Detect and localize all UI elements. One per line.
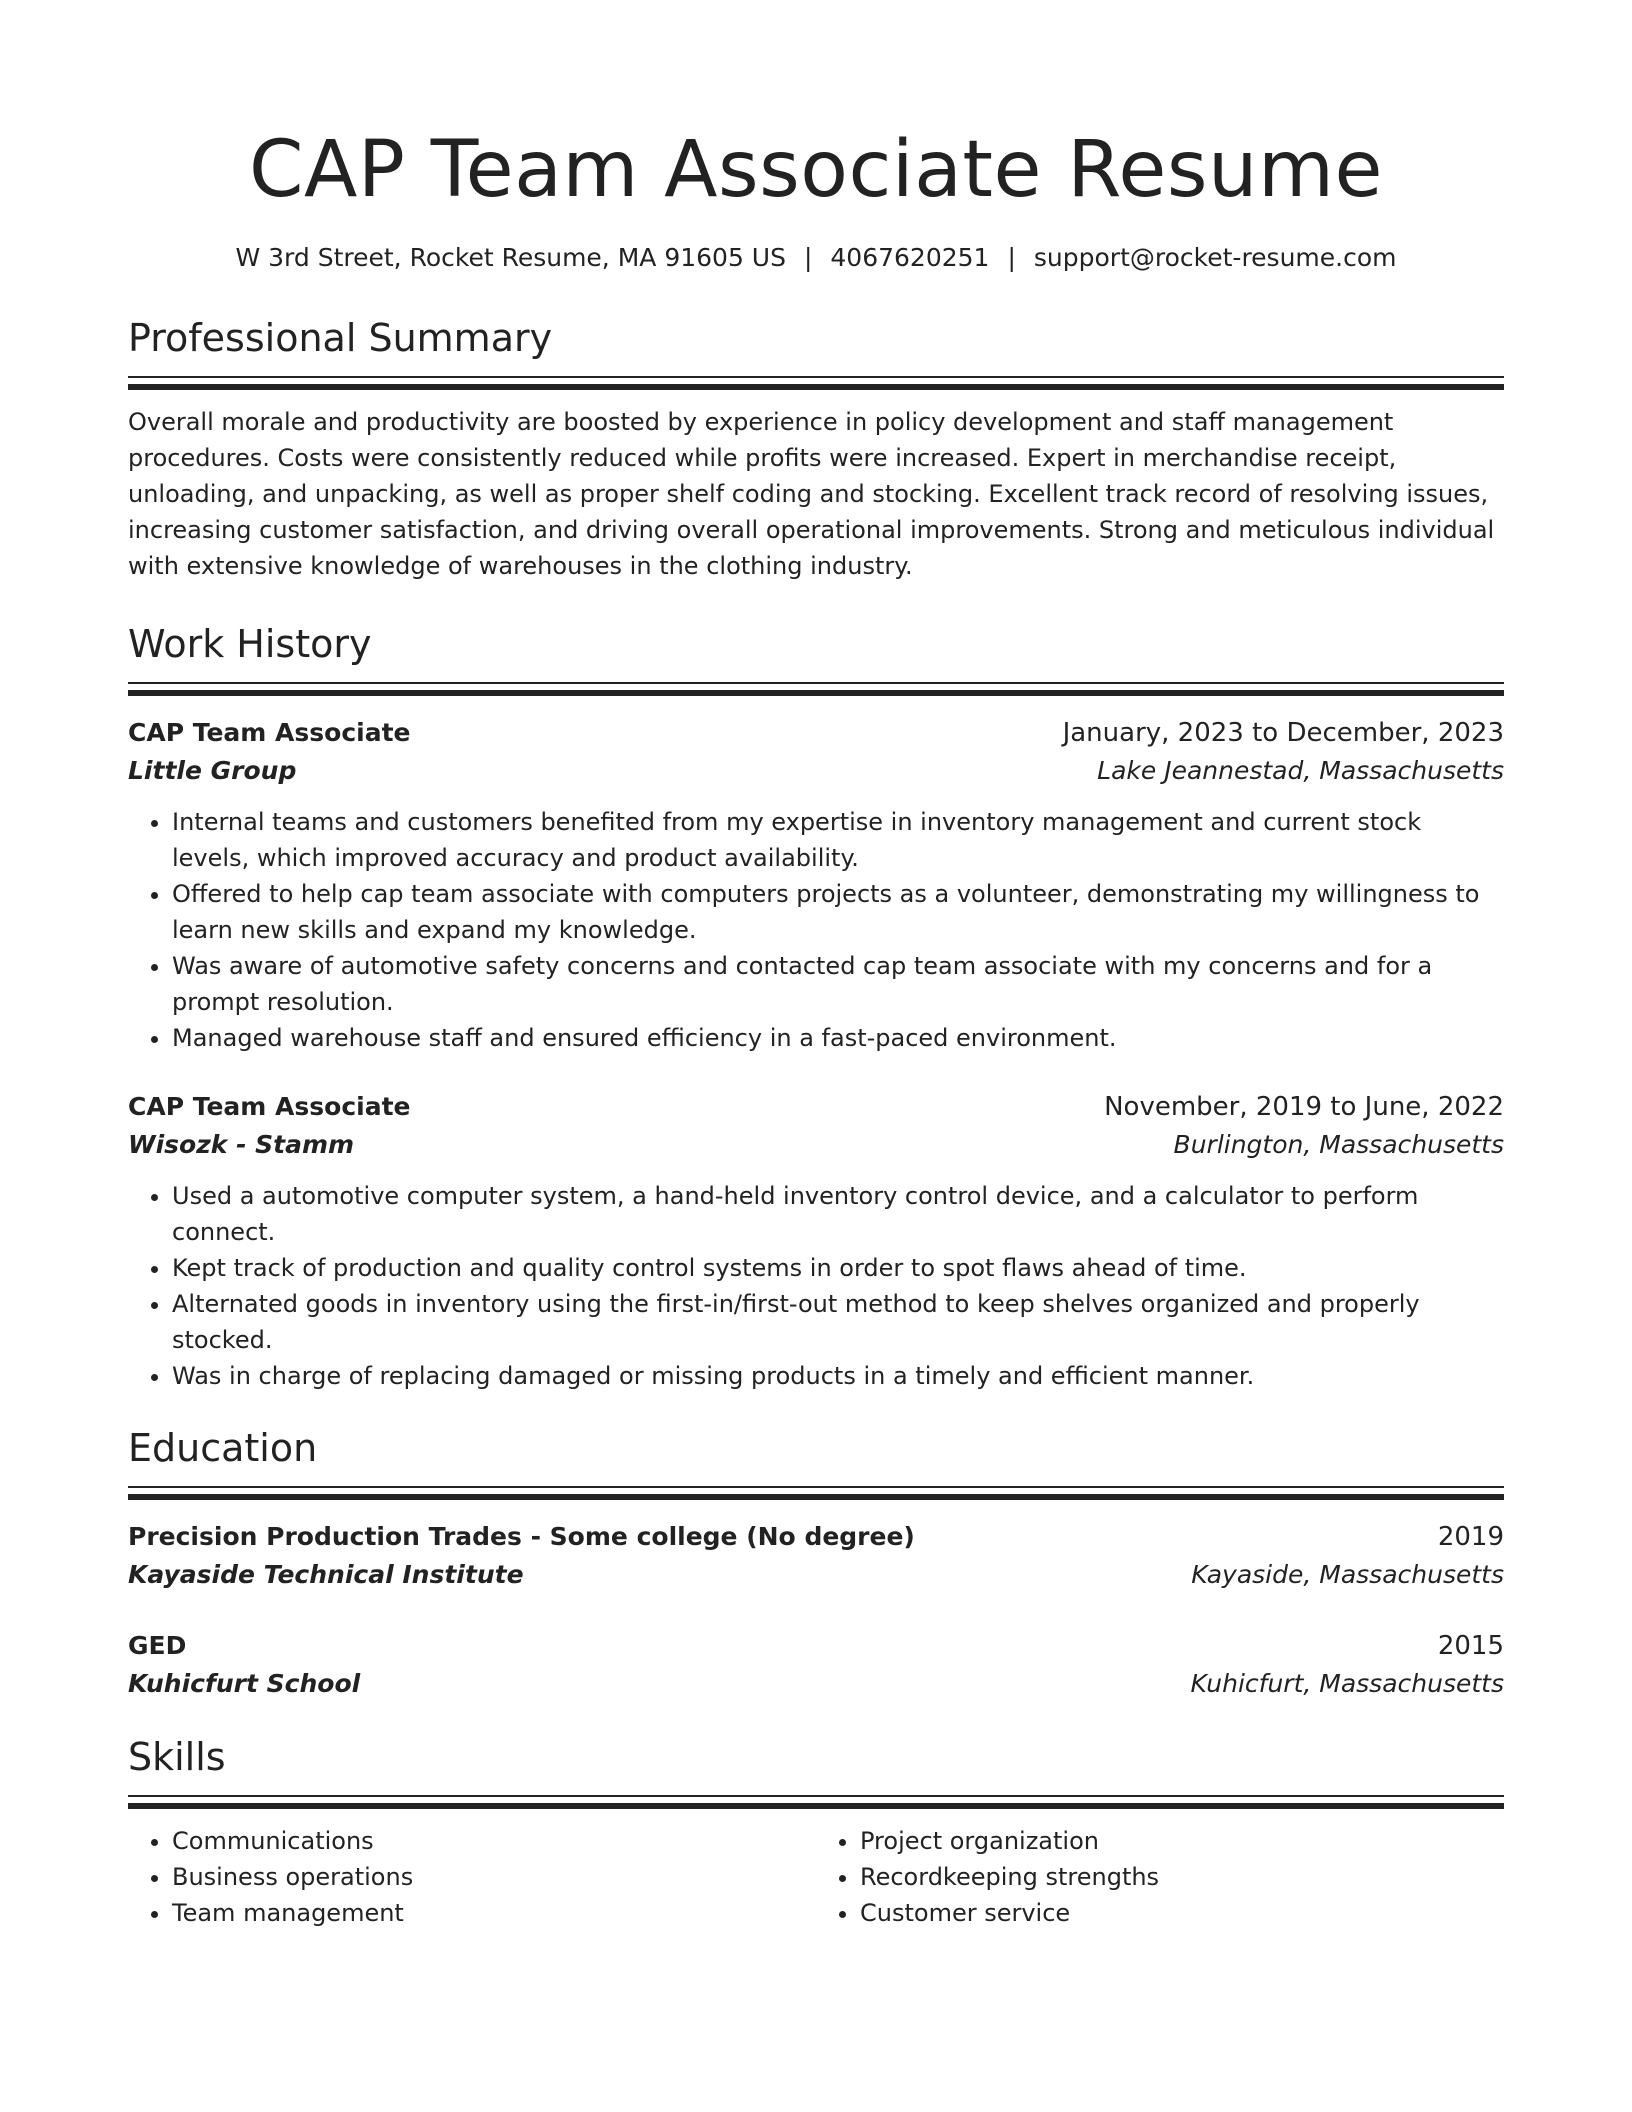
section-title-education: Education: [128, 1426, 318, 1470]
education-entry: [128, 1518, 1504, 1594]
work-history-section: [128, 618, 1504, 1394]
summary-text: Overall morale and productivity are boosted by experience in policy development and staff management procedures. Costs were consistently reduced while profits were increased. Expert in merchandise receipt, unloading, and unpacking, as well as proper shelf coding and stocking. Excellent track record of resolving issues, increasing customer satisfaction, and driving overall operational improvements. Strong and meticulous individual with extensive knowledge of warehouses in the clothing industry.: [128, 408, 1495, 580]
job-dates: November, 2019 to June, 2022: [1104, 1092, 1504, 1122]
section-divider: [128, 1486, 1504, 1488]
job-location: Burlington, Massachusetts: [1173, 1130, 1504, 1159]
job-company-row: [128, 752, 1504, 790]
job-title: CAP Team Associate: [128, 1092, 411, 1121]
list-item: • Offered to help cap team associate with computers projects as a volunteer, demonstrating my willingness to learn new skills and expand my knowledge.: [172, 876, 1504, 948]
list-item: • Was aware of automotive safety concerns and contacted cap team associate with my concerns and for a prompt resolution.: [172, 948, 1504, 1020]
education-school: Kuhicfurt School: [128, 1669, 361, 1698]
section-title-work: Work History: [128, 622, 372, 666]
list-item: • Internal teams and customers benefited from my expertise in inventory management and current stock levels, which improved accuracy and product availability.: [172, 804, 1504, 876]
section-divider-thick: [128, 384, 1504, 390]
skills-section: [128, 1731, 1504, 1931]
education-header-row: [128, 1627, 1504, 1665]
contact-separator: |: [1007, 243, 1016, 272]
skills-list-left: [128, 1823, 816, 1931]
education-entry: [128, 1627, 1504, 1703]
job-title: CAP Team Associate: [128, 718, 411, 747]
education-school-row: [128, 1556, 1504, 1594]
list-item: • Kept track of production and quality control systems in order to spot flaws ahead of time.: [172, 1250, 1504, 1286]
section-divider: [128, 1795, 1504, 1797]
job-company: Wisozk - Stamm: [128, 1130, 355, 1159]
section-divider-thick: [128, 690, 1504, 696]
education-school: Kayaside Technical Institute: [128, 1560, 524, 1589]
contact-separator: |: [803, 243, 813, 272]
job-header-row: [128, 1088, 1504, 1126]
job-header-row: [128, 714, 1504, 752]
skill-item: • Business operations: [172, 1859, 816, 1895]
section-divider: [128, 682, 1504, 684]
education-degree: GED: [128, 1631, 187, 1660]
education-school-row: [128, 1665, 1504, 1703]
job-bullets: [128, 804, 1504, 1056]
skills-columns: [128, 1823, 1504, 1931]
list-item: • Was in charge of replacing damaged or missing products in a timely and efficient manner.: [172, 1358, 1504, 1394]
job-company-row: [128, 1126, 1504, 1164]
list-item: • Managed warehouse staff and ensured efficiency in a fast-paced environment.: [172, 1020, 1504, 1056]
job-entry: [128, 1088, 1504, 1394]
job-location: Lake Jeannestad, Massachusetts: [1097, 756, 1504, 785]
section-divider-thick: [128, 1494, 1504, 1500]
education-location: Kayaside, Massachusetts: [1191, 1560, 1504, 1589]
contact-line: [128, 240, 1504, 276]
job-company: Little Group: [128, 756, 297, 785]
skill-item: • Team management: [172, 1895, 816, 1931]
education-year: 2015: [1437, 1631, 1504, 1661]
education-location: Kuhicfurt, Massachusetts: [1190, 1669, 1504, 1698]
resume-title: CAP Team Associate Resume: [249, 125, 1383, 215]
job-entry: [128, 714, 1504, 1056]
education-year: 2019: [1437, 1522, 1504, 1552]
contact-phone: 4067620251: [830, 243, 990, 272]
job-dates: January, 2023 to December, 2023: [1062, 718, 1504, 748]
education-header-row: [128, 1518, 1504, 1556]
section-divider: [128, 376, 1504, 378]
contact-address: W 3rd Street, Rocket Resume, MA 91605 US: [235, 243, 786, 272]
list-item: • Used a automotive computer system, a hand-held inventory control device, and a calculator to perform connect.: [172, 1178, 1504, 1250]
skill-item: • Recordkeeping strengths: [860, 1859, 1504, 1895]
job-bullets: [128, 1178, 1504, 1394]
section-title-summary: Professional Summary: [128, 316, 553, 360]
section-divider-thick: [128, 1803, 1504, 1809]
skill-item: • Customer service: [860, 1895, 1504, 1931]
skill-item: • Communications: [172, 1823, 816, 1859]
section-title-skills: Skills: [128, 1735, 226, 1779]
skill-item: • Project organization: [860, 1823, 1504, 1859]
contact-email: support@rocket-resume.com: [1033, 243, 1397, 272]
skills-list-right: [816, 1823, 1504, 1931]
education-section: [128, 1422, 1504, 1703]
education-degree: Precision Production Trades - Some college (No degree): [128, 1522, 915, 1551]
list-item: • Alternated goods in inventory using the first-in/first-out method to keep shelves organized and properly stocked.: [172, 1286, 1504, 1358]
summary-section: [128, 312, 1504, 584]
